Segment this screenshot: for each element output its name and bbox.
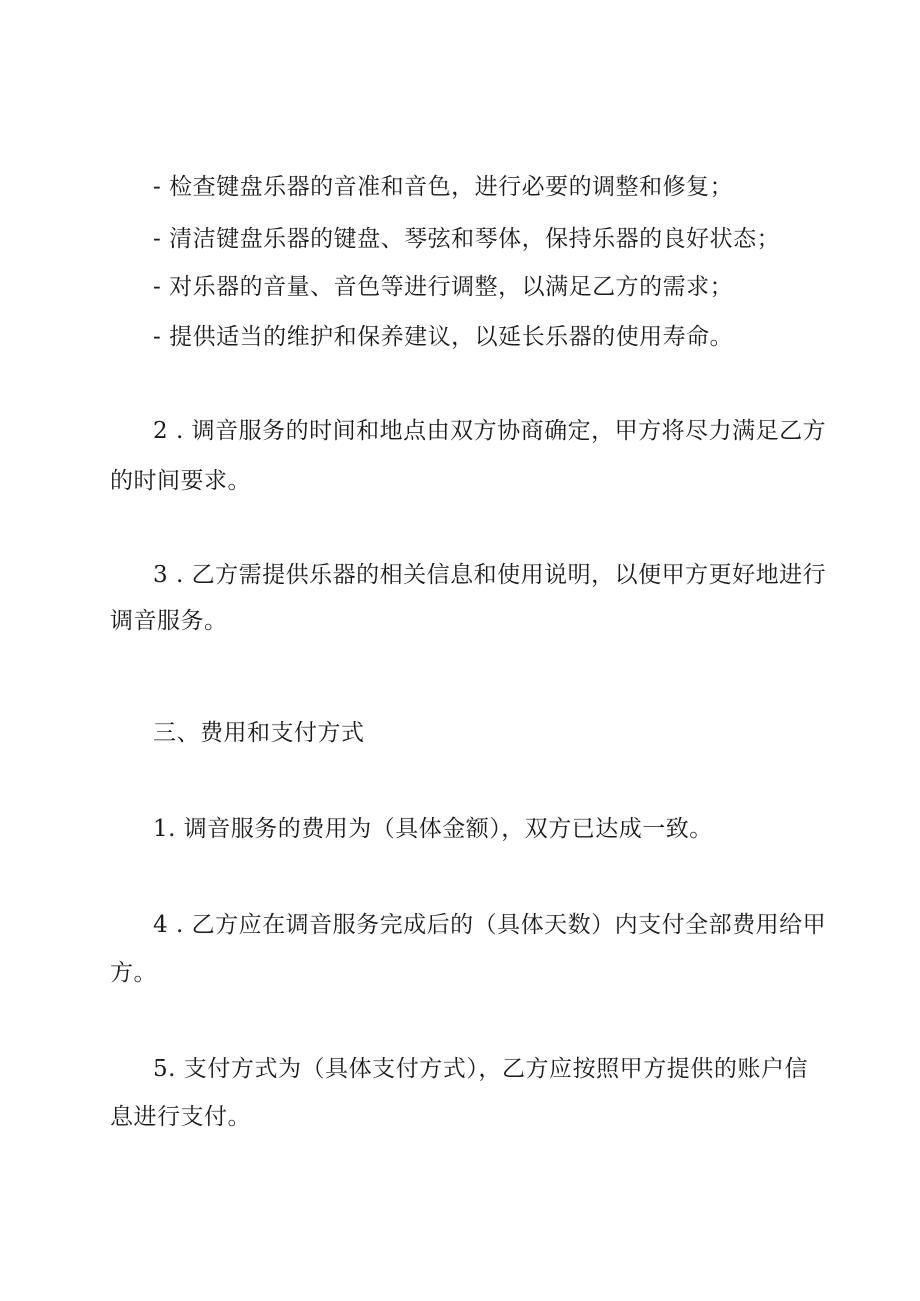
fee-item-1: 1. 调音服务的费用为（具体金额），双方已达成一致。 <box>153 816 713 842</box>
item-3-line-2: 调音服务。 <box>110 608 228 634</box>
item-2-line-1: 2 . 调音服务的时间和地点由双方协商确定，甲方将尽力满足乙方 <box>153 418 827 444</box>
fee-item-5-line-2: 息进行支付。 <box>110 1104 251 1130</box>
fee-item-4-line-2: 方。 <box>110 960 157 986</box>
bullet-clean-instrument: - 清洁键盘乐器的键盘、琴弦和琴体，保持乐器的良好状态； <box>153 226 781 252</box>
section-heading-fees-payment: 三、费用和支付方式 <box>153 720 365 746</box>
bullet-adjust-volume: - 对乐器的音量、音色等进行调整，以满足乙方的需求； <box>153 274 734 300</box>
fee-item-5-line-1: 5. 支付方式为（具体支付方式），乙方应按照甲方提供的账户信 <box>153 1056 808 1082</box>
item-2-line-2: 的时间要求。 <box>110 468 251 494</box>
fee-item-4-line-1: 4 . 乙方应在调音服务完成后的（具体天数）内支付全部费用给甲 <box>153 912 827 938</box>
bullet-check-tuning: - 检查键盘乐器的音准和音色，进行必要的调整和修复； <box>153 174 734 200</box>
item-3-line-1: 3 . 乙方需提供乐器的相关信息和使用说明，以便甲方更好地进行 <box>153 562 827 588</box>
bullet-maintenance-advice: - 提供适当的维护和保养建议，以延长乐器的使用寿命。 <box>153 324 734 350</box>
